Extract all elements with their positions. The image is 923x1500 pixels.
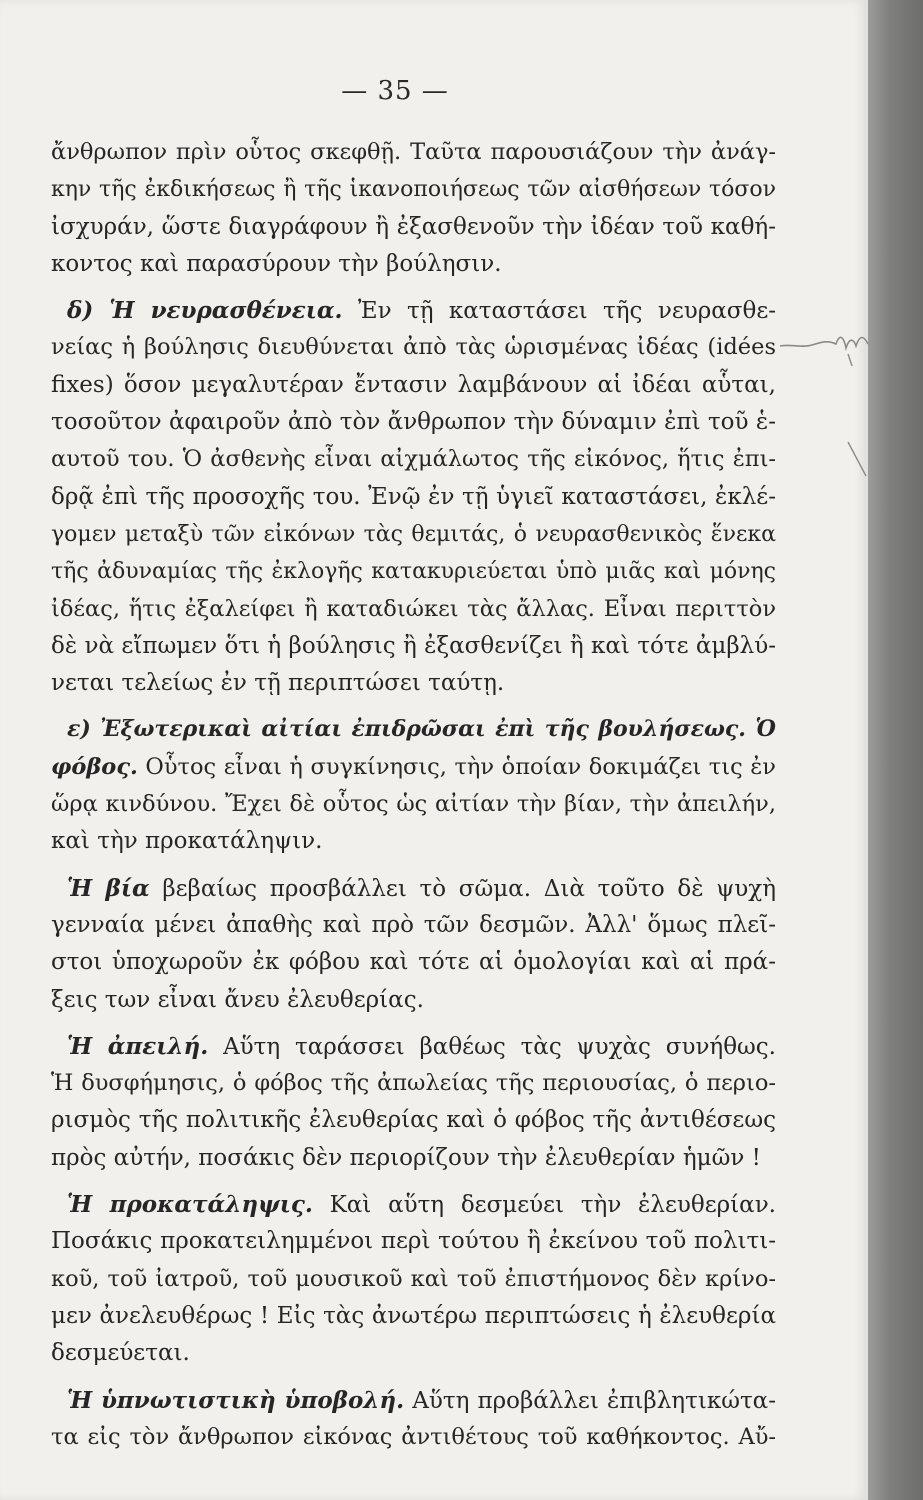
line-text: γενναία μένει ἀπαθὴς καὶ πρὸ τῶν δεσμῶν. Ἀλλ' ὅμως πλεῖ-	[51, 911, 776, 938]
line-text: αυτοῦ του. Ὁ ἀσθενὴς εἶναι αἰχμάλωτος τῆς εἰκόνος, ἥτις ἐπι-	[51, 446, 776, 473]
line-text: Αὕτη προβάλλει ἐπιβλητικώτα-	[404, 1387, 776, 1414]
text-line	[51, 1419, 776, 1456]
text-line	[51, 209, 776, 246]
text-line	[51, 665, 776, 702]
text-line	[51, 1065, 776, 1102]
section-heading: δ) Ἡ νευρασθένεια.	[67, 297, 343, 325]
section-heading: Ἡ ὑπνωτιστικὴ ὑποβολή.	[67, 1386, 405, 1414]
line-text: fixes) ὅσον μεγαλυτέραν ἔντασιν λαμβάνουν αἱ ἰδέαι αὗται,	[51, 371, 776, 398]
line-text: Ἐν τῇ καταστάσει τῆς νευρασθε-	[342, 298, 777, 325]
text-line	[51, 1382, 776, 1419]
line-text: Οὗτος εἶναι ἡ συγκίνησις, τὴν ὁποίαν δοκιμάζει τις ἐν	[137, 753, 776, 780]
line-text: Καὶ αὕτη δεσμεύει τὴν ἐλευθερίαν.	[312, 1192, 776, 1219]
text-line	[51, 711, 776, 748]
line-text: ἰδέας, ἥτις ἐξαλείφει ἢ καταδιώκει τὰς ἄλλας. Εἶναι περιττὸν	[51, 595, 776, 622]
text-line	[51, 553, 776, 590]
line-text: ἄνθρωπον πρὶν οὗτος σκεφθῇ. Ταῦτα παρουσιάζουν τὴν ἀνάγ-	[51, 139, 776, 165]
text-line	[51, 823, 776, 860]
line-text: στοι ὑποχωροῦν ἐκ φόβου καὶ τότε αἱ ὁμολογίαι καὶ αἱ πρά-	[51, 949, 776, 976]
line-text: ὥρᾳ κινδύνου. Ἔχει δὲ οὗτος ὡς αἰτίαν τὴν βίαν, τὴν ἀπειλήν,	[51, 791, 776, 818]
line-text: τοσοῦτον ἀφαιροῦν ἀπὸ τὸν ἄνθρωπον τὴν δύναμιν ἐπὶ τοῦ ἑ-	[51, 409, 776, 436]
line-text: ἰσχυράν, ὥστε διαγράφουν ἢ ἐξασθενοῦν τὴν ἰδέαν τοῦ καθή-	[51, 213, 776, 240]
section-heading: Ἡ βία	[67, 874, 150, 902]
line-text: κοντος καὶ παρασύρουν τὴν βούλησιν.	[51, 250, 502, 277]
line-text: γομεν μεταξὺ τῶν εἰκόνων τὰς θεμιτάς, ὁ νευρασθενικὸς ἕνεκα	[51, 521, 776, 547]
line-text: νεται τελείως ἐν τῇ περιπτώσει ταύτῃ.	[51, 670, 505, 697]
text-line	[51, 870, 776, 907]
section-heading: φόβος.	[51, 753, 138, 780]
line-text: νείας ἡ βούλησις διευθύνεται ἀπὸ τὰς ὡρισμένας ἰδέας (idées	[51, 334, 776, 361]
line-text: Αὕτη ταράσσει βαθέως τὰς ψυχὰς συνήθως.	[208, 1033, 776, 1060]
section-heading: Ἡ ἀπειλή.	[67, 1032, 209, 1060]
text-line	[51, 1335, 776, 1372]
text-line	[51, 591, 776, 628]
line-text: Ἡ δυσφήμησις, ὁ φόβος τῆς ἀπωλείας τῆς περιουσίας, ὁ περιο-	[51, 1070, 776, 1097]
pencil-tick	[846, 440, 868, 478]
line-text: βεβαίως προσβάλλει τὸ σῶμα. Διὰ τοῦτο δὲ ψυχὴ	[149, 875, 776, 902]
line-text: δρᾷ ἐπὶ τῆς προσοχῆς του. Ἐνῷ ἐν τῇ ὑγιεῖ καταστάσει, ἐκλέ-	[51, 483, 776, 510]
line-text: δὲ νὰ εἴπωμεν ὅτι ἡ βούλησις ἢ ἐξασθενίζει ἢ καὶ τότε ἀμβλύ-	[51, 632, 776, 659]
text-line	[51, 329, 776, 366]
book-edge	[868, 0, 923, 1500]
text-line	[51, 907, 776, 944]
text-line	[51, 1028, 776, 1065]
text-line	[51, 479, 776, 516]
section-heading: Ἡ προκατάληψις.	[67, 1191, 313, 1219]
line-text: μεν ἀνελευθέρως ! Εἰς τὰς ἀνωτέρω περιπτώσεις ἡ ἐλευθερία	[51, 1302, 776, 1329]
page-number: — 35 —	[341, 76, 449, 106]
line-text: κοῦ, τοῦ ἰατροῦ, τοῦ μουσικοῦ καὶ τοῦ ἐπιστήμονος δὲν κρίνο-	[51, 1265, 776, 1292]
section-heading: ε) Ἐξωτερικαὶ αἰτίαι ἐπιδρῶσαι ἐπὶ τῆς βουλήσεως. Ὁ	[67, 716, 776, 743]
text-line	[51, 1140, 776, 1177]
line-text: ξεις των εἶναι ἄνευ ἐλευθερίας.	[51, 986, 424, 1013]
text-line	[51, 171, 776, 208]
line-text: Ποσάκις προκατειλημμένοι περὶ τούτου ἢ ἐκείνου τοῦ πολιτι-	[51, 1228, 776, 1255]
text-line	[51, 1261, 776, 1298]
text-line	[51, 786, 776, 823]
text-line	[51, 628, 776, 665]
text-line	[51, 246, 776, 283]
line-text: καὶ τὴν προκατάληψιν.	[51, 828, 323, 855]
text-line	[51, 292, 776, 329]
text-line	[51, 134, 776, 171]
text-line	[51, 944, 776, 981]
pencil-mark	[778, 318, 870, 368]
line-text: τῆς ἀδυναμίας τῆς ἐκλογῆς κατακυριεύεται ὑπὸ μιᾶς καὶ μόνης	[51, 559, 776, 585]
text-line	[51, 982, 776, 1019]
text-line	[51, 1186, 776, 1223]
text-line	[51, 1102, 776, 1139]
text-line	[51, 516, 776, 553]
line-text: ρισμὸς τῆς πολιτικῆς ἐλευθερίας καὶ ὁ φόβος τῆς ἀντιθέσεως	[51, 1107, 776, 1134]
text-line	[51, 1223, 776, 1260]
text-line	[51, 749, 776, 786]
line-text: δεσμεύεται.	[51, 1340, 190, 1367]
line-text: κην τῆς ἐκδικήσεως ἢ τῆς ἱκανοποιήσεως τῶν αἰσθήσεων τόσον	[51, 177, 776, 203]
text-line	[51, 441, 776, 478]
line-text: τα εἰς τὸν ἄνθρωπον εἰκόνας ἀντιθέτους τοῦ καθήκοντος. Αὔ-	[51, 1423, 776, 1450]
body-text	[51, 134, 776, 1456]
text-line	[51, 367, 776, 404]
line-text: πρὸς αὐτήν, ποσάκις δὲν περιορίζουν τὴν ἐλευθερίαν ἡμῶν !	[51, 1144, 761, 1171]
text-line	[51, 404, 776, 441]
text-line	[51, 1298, 776, 1335]
